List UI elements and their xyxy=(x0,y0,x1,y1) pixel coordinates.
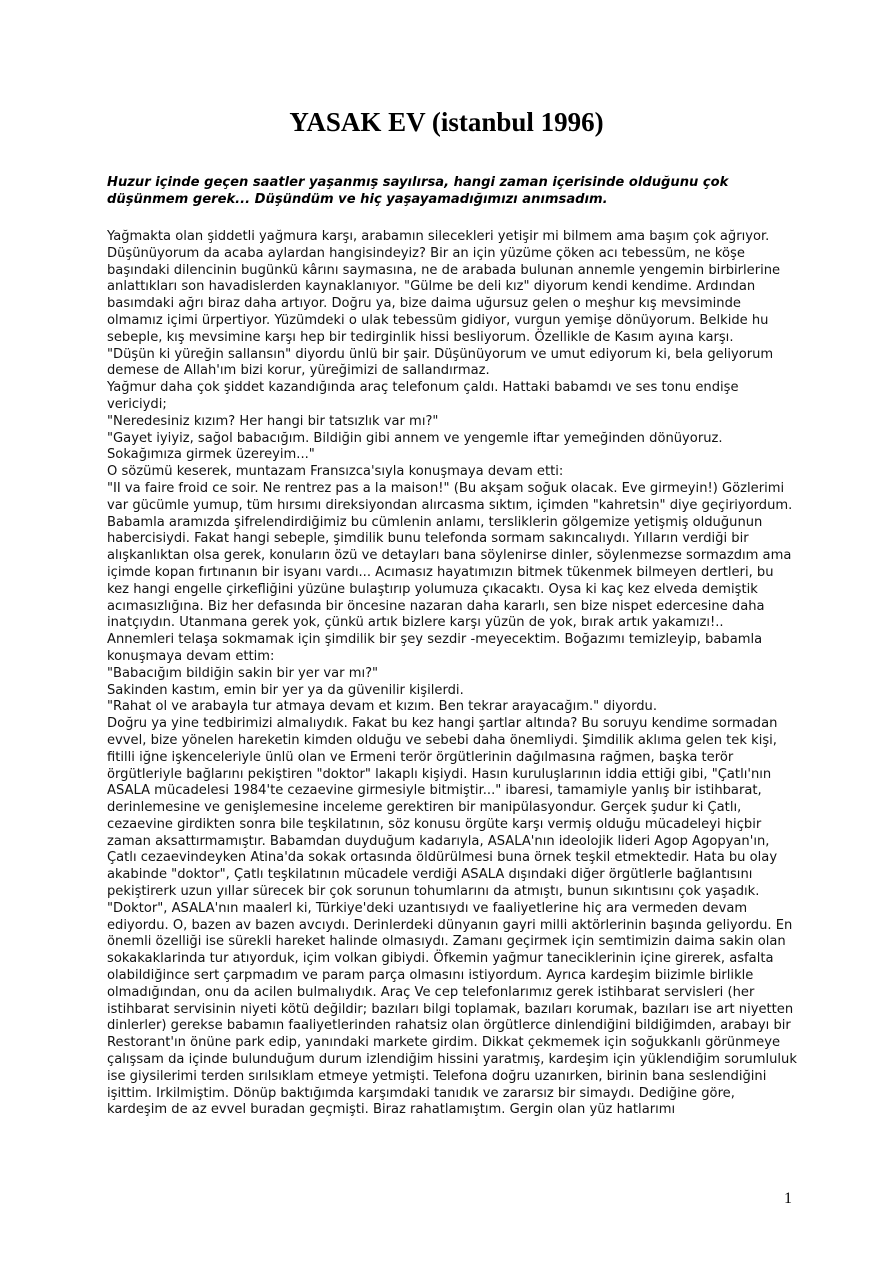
intro-paragraph: Huzur içinde geçen saatler yaşanmış sayılırsa, hangi zaman içerisinde olduğunu çok düşünmem gerek... Düşündüm ve hiç yaşayamadığımızı anımsadım. xyxy=(107,175,729,207)
paragraph: O sözümü keserek, muntazam Fransızca'sıyla konuşmaya devam etti: xyxy=(107,464,564,480)
paragraph: "Babacığım bildiğin sakin bir yer var mı?" xyxy=(107,665,379,681)
paragraph: Yağmur daha çok şiddet kazandığında araç telefonum çaldı. Hattaki babamdı ve ses tonu endişe vericiydi; xyxy=(107,380,739,412)
paragraph: Annemleri telaşa sokmamak için şimdilik bir şey sezdir -meyecektim. Boğazımı temizleyip, babamla konuşmaya devam ettim: xyxy=(107,632,763,664)
document-title: YASAK EV (istanbul 1996) xyxy=(289,107,604,137)
body-text xyxy=(107,229,797,1119)
paragraph: "Düşün ki yüreğin sallansın" diyordu ünlü bir şair. Düşünüyorum ve umut ediyorum ki, bela geliyorum demese de Allah'ım bizi korur, yüreğimizi de sallandırmaz. xyxy=(107,346,774,379)
paragraph: Doğru ya yine tedbirimizi almalıydık. Fakat bu kez hangi şartlar altında? Bu soruyu kendime sormadan evvel, bize yönelen hareketin kimden olduğu ve sebebi daha önemliydi. Şimdilik aklıma gelen tek kişi, fitilli iğne işkenceleriyle ünlü olan ve Ermeni terör örgütlerinin dağılmasına rağmen, başka terör örgütleriyle bağlarını pekiştiren "doktor" lakaplı kişiydi. Hasın kuruluşlarının iddia ettiği gibi, "Çatlı'nın ASALA mücadelesi 1984'te cezaevine girmesiyle bitmiştir..." ibaresi, tamamiyle yanlış bir istihbarat, derinlemesine ve genişlemesine inceleme gerektiren bir manipülasyondur. Gerçek şudur ki Çatlı, cezaevine girdikten sonra bile teşkilatının, söz konusu örgüte karşı vermiş olduğu mücadeleyi hiçbir zaman aksattırmamıştır. Babamdan duyduğum kadarıyla, ASALA'nın ideolojik lideri Agop Agopyan'ın, Çatlı cezaevindeyken Atina'da sokak ortasında öldürülmesi buna örnek teşkil etmektedir. Hata bu olay akabinde "doktor", Çatlı teşkilatının mücadele verdiği ASALA dışındaki diğer örgütlerle bağlantısını pekiştirerk uzun yıllar sürecek bir çok sorunun tohumlarını da atmıştı, bunun sıkıntısını çok yaşadık. "Doktor", ASALA'nın maalerl ki, Türkiye'deki uzantısıydı ve faaliyetlerine hiç ara vermeden devam ediyordu. O, bazen av bazen avcıydı. Derinlerdeki dünyanın gayri milli aktörlerinin başında geliyordu. En önemli özelliği ise sürekli hareket halinde olmasıydı. Zamanı geçirmek için semtimizin daima sakin olan sokakaklarinda tur atıyorduk, içim volkan gibiydi. Öfkemin yağmur taneciklerinin içine girerek, asfalta olabildiğince sert çarpmadım ve param parça olmasını istiyordum. Ayrıca kardeşim biizimle birlikle olmadığından, onu da acilen bulmalıydık. Araç Ve cep telefonlarımız gerek istihbarat servisleri (her istihbarat servisinin niyeti kötü değildir; bazıları bilgi toplamak, bazıları korumak, bazıları ise art niyetten dinlerler) gerekse babamın faaliyetlerinden rahatsiz olan örgütlerce dinlendiğini bildiğimden, arabayı bir Restorant'ın önüne park edip, yanındaki markete girdim. Dikkat çekmemek için soğukkanlı görünmeye çalışsam da içinde bulunduğum durum izlendiğim hissini yaratmış, kardeşim için yüklendiğim sorumluluk ise giysilerimi terden sırılsıklam etmeye yetmişti. Telefona doğru uzanırken, birinin bana seslendiğini işittim. Irkilmiştim. Dönüp baktığımda karşımdaki tanıdık ve zararsız bir simaydı. Dediğine göre, kardeşim de az evvel buradan geçmişti. Biraz rahatlamıştım. Gergin olan yüz hatlarımı xyxy=(107,716,797,1118)
paragraph: "Rahat ol ve arabayla tur atmaya devam et kızım. Ben tekrar arayacağım." diyordu. xyxy=(107,699,657,715)
paragraph: Sakinden kastım, emin bir yer ya da güvenilir kişilerdi. xyxy=(107,682,464,698)
paragraph: "Gayet iyiyiz, sağol babacığım. Bildiğin gibi annem ve yengemle iftar yemeğinden dönüyoruz. Sokağımıza girmek üzereyim..." xyxy=(107,430,723,463)
paragraph: "II va faire froid ce soir. Ne rentrez pas a la maison!" (Bu akşam soğuk olacak. Eve girmeyin!) Gözlerimi var gücümle yumup, tüm hırsımı direksiyondan alırcasma sıktım, içimden "kahretsin" diye geçiriyordum. Babamla aramızda şifrelendirdiğimiz bu cümlenin anlamı, tersliklerin gölgemize yetişmiş olduğunun habercisiydi. Fakat hangi sebeple, şimdilik bunu telefonda sormam sakıncalıydı. Yılların verdiği bir alışkanlıktan olsa gerek, konuların özü ve detayları bana söylenirse dinler, söylenmezse sormazdım ama içimde kopan fırtınanın bir isyanı vardı... Acımasız hayatımızın bitmek tükenmek bilmeyen dertleri, bu kez hangi engelle çirkefliğini yüzüne bulaştırıp yolumuza çıkacaktı. Oysa ki kaç kez elveda demiştik acımasızlığına. Biz her defasında bir öncesine nazaran daha kararlı, sen bize nispet edercesine daha inatçıydın. Utanmana gerek yok, çünkü artık bizlere karşı yüzün de yok, bırak artık yakamızı!.. xyxy=(107,480,793,631)
page-number: 1 xyxy=(784,1190,792,1207)
paragraph: "Neredesiniz kızım? Her hangi bir tatsızlık var mı?" xyxy=(107,413,439,429)
paragraph: Yağmakta olan şiddetli yağmura karşı, arabamın silecekleri yetişir mi bilmem ama başım çok ağrıyor. Düşünüyorum da acaba aylardan hangisindeyiz? Bir an için yüzüme çöken acı tebessüm, ne köşe başındaki dilencinin bugünkü kârını saymasına, ne de arabada bulunan annemle yengemin birbirlerine anlattıkları son havadislerden kaynaklanıyor. "Gülme be deli kız" diyorum kendi kendime. Ardından basımdaki ağrı biraz daha artıyor. Doğru ya, bize daima uğursuz gelen o meşhur kış mevsiminde olmamız içimi ürpertiyor. Yüzümdeki o ulak tebessüm gidiyor, vurgun yemişe dönüyorum. Belkide hu sebeple, kış mevsimine karşı hep bir tedirginlik hissi besliyorum. Özellikle de Kasım ayına karşı. xyxy=(107,229,781,345)
